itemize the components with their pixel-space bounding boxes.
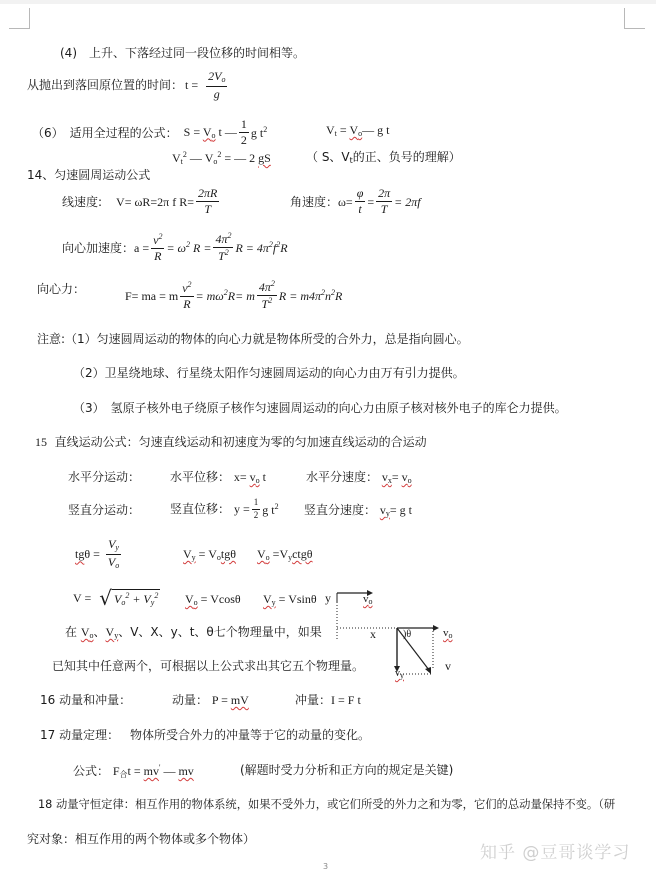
vertical-velocity: 竖直分速度： $v_y= g$ t xyxy=(304,503,412,518)
centripetal-acceleration-lhs: a = xyxy=(134,240,150,255)
centripetal-force-tail: $R = m4\pi^2n^2R$ xyxy=(278,288,343,304)
vertical-displacement: 竖直位移： y = $\frac{1}{2}$ g $t^2$ xyxy=(170,497,279,520)
linear-speed-label: 线速度: xyxy=(62,194,103,209)
vy-from-vo-formula: $V_y = V_otg\theta$ xyxy=(183,547,236,562)
item-4-text: (4) 上升、下落经过同一段位移的时间相等。 xyxy=(60,46,305,60)
item-6-formula-vt: $V_t$ = $V_o—$ g t xyxy=(326,123,390,138)
diagram-theta-label: )θ xyxy=(403,629,412,640)
diagram-vy-label: $v_y$ xyxy=(395,668,404,680)
page-top-edge xyxy=(0,0,656,4)
momentum-theorem-formula: 公式： $F_合t = mv'$ — mv xyxy=(73,763,194,779)
vo-cos-formula: $V_o = Vcos\theta$ xyxy=(185,592,241,607)
horizontal-displacement: 水平位移： $x= v_o$ t xyxy=(170,470,266,485)
centripetal-acceleration-fraction-2: $\frac{4\pi^2}{T^2}$ xyxy=(215,231,232,264)
linear-speed-fraction: $\frac{2\pi R}{T}$ xyxy=(197,186,218,217)
section-17-label: 17 动量定理： xyxy=(40,728,120,742)
centripetal-force-formula: F= ma = m $\frac{v^2}{R}$ = $m\omega^2R= m$ $\frac{4\pi^2}{T^2}$ $R = m4\pi^2n^2R$ xyxy=(125,279,343,312)
diagram-x-label: x xyxy=(370,627,376,641)
section-17-text: 物体所受合外力的冲量等于它的动量的变化。 xyxy=(130,728,371,742)
section-18-line-1: 18 动量守恒定律：相互作用的物体系统，如果不受外力，或它们所受的外力之和为零，它们的总动量保持不变。（研 xyxy=(38,798,616,811)
fall-time-lhs: t = xyxy=(185,78,199,93)
centripetal-force-fraction-1: $\frac{v^2}{R}$ xyxy=(182,279,192,311)
item-6-sign-note: （ S、$V_t$的正、负号的理解） xyxy=(306,150,461,165)
note-3: （3） 氢原子核外电子绕原子核作匀速圆周运动的向心力由原子核对核外电子的库仑力提供。 xyxy=(73,401,567,415)
section-15-title: 15 直线运动公式：匀速直线运动和初速度为零的匀加速直线运动的合运动 xyxy=(35,435,427,449)
fall-time-line xyxy=(27,70,229,101)
seven-quantities-line-2: 已知其中任意两个，可根据以上公式求出其它五个物理量。 xyxy=(52,659,365,673)
linear-speed-line xyxy=(62,187,221,216)
item-6-formula-vt-squared: $V_t^2$ — $V_o^2$ = — 2 gS xyxy=(172,150,271,166)
angular-speed-fraction-2: $\frac{2\pi}{T}$ xyxy=(378,186,391,217)
centripetal-force-lhs: F= ma = m xyxy=(125,288,179,303)
item-6-formula-s-tail: g $t^2$ xyxy=(250,125,268,141)
momentum-theorem-note: (解题时受力分析和正方向的规定是关键) xyxy=(240,763,454,777)
fall-time-label: 从抛出到落回原位置的时间： xyxy=(27,78,184,93)
horizontal-motion-label: 水平分运动： xyxy=(68,470,141,484)
impulse-formula: 冲量：I = F t xyxy=(295,693,361,707)
angular-speed-line: 角速度： ω= $\frac{\varphi}{t}$ = $\frac{2\pi}{T}$ = 2πf xyxy=(290,186,421,217)
vo-from-vy-formula: $V_o =V_yctg\theta$ xyxy=(257,547,313,562)
fall-time-denominator: g xyxy=(213,86,220,101)
tangent-theta-formula: tgθ = $\frac{V_y}{V_o}$ xyxy=(75,537,120,570)
angular-speed-fraction-1: $\frac{\varphi}{t}$ xyxy=(356,186,364,217)
fall-time-fraction xyxy=(206,70,227,101)
horizontal-velocity: 水平分速度： $v_x= v_o$ xyxy=(306,470,412,485)
centripetal-force-label: 向心力： xyxy=(37,282,86,296)
page-number: 3 xyxy=(323,862,329,871)
momentum-formula: 动量： P = mV xyxy=(172,693,249,707)
vertical-motion-label: 竖直分运动： xyxy=(68,503,141,517)
section-18-line-2: 究对象：相互作用的两个物体或多个物体） xyxy=(27,832,256,846)
item-6-formula-s: $S = V_o$ t — xyxy=(183,124,237,140)
centripetal-acceleration-tail: $R = 4\pi^2f^2R$ xyxy=(235,240,288,256)
fall-time-numerator: 2V xyxy=(208,69,222,83)
item-6-label: （6） 适用全过程的公式： xyxy=(32,125,178,140)
diagram-y-label: y xyxy=(325,591,331,605)
fall-time-numerator-sub: o xyxy=(221,75,226,84)
diagram-vo-right-label: $v_o$ xyxy=(443,627,453,640)
centripetal-acceleration-line: 向心加速度： a = $\frac{v^2}{R}$ = $\omega^2$ R = $\frac{4\pi^2}{T^2}$ $R = 4\pi^2f^2R$ xyxy=(62,231,288,264)
angular-speed-label: 角速度： xyxy=(290,194,339,209)
note-1: 注意:（1）匀速圆周运动的物体的向心力就是物体所受的合外力，总是指向圆心。 xyxy=(37,332,469,346)
page-corner-mark-right xyxy=(624,8,645,29)
section-14-title: 14、匀速圆周运动公式 xyxy=(27,168,151,182)
diagram-v-label: v xyxy=(445,659,451,673)
page-corner-mark-left xyxy=(9,8,30,29)
centripetal-acceleration-fraction-1: $\frac{v^2}{R}$ xyxy=(153,231,163,263)
note-2: （2）卫星绕地球、行星绕太阳作匀速圆周运动的向心力由万有引力提供。 xyxy=(73,366,465,380)
centripetal-force-fraction-2: $\frac{4\pi^2}{T^2}$ xyxy=(258,279,275,312)
angular-speed-lhs: ω= xyxy=(338,194,353,209)
diagram-vo-top-label: $v_o$ xyxy=(363,593,373,606)
linear-speed-formula: V= ωR=2π f R= xyxy=(116,194,194,209)
watermark: 知乎 @豆哥谈学习 xyxy=(480,843,631,863)
centripetal-acceleration-label: 向心加速度： xyxy=(62,240,135,255)
angular-speed-tail: = 2πf xyxy=(394,194,421,209)
seven-quantities-line-1: 在 $V_o$、$V_y$、V、X、y、t、θ七个物理量中，如果 xyxy=(65,625,322,640)
item-6-half-fraction: $\frac{1}{2}$ xyxy=(240,117,247,148)
item-6-line xyxy=(32,118,267,147)
section-16-label: 16 动量和冲量： xyxy=(40,693,132,707)
velocity-magnitude-formula: V = √ $V_o^2 + V_y^2$ xyxy=(73,586,159,610)
vy-sin-formula: $V_y = Vsin\theta$ xyxy=(263,592,317,607)
